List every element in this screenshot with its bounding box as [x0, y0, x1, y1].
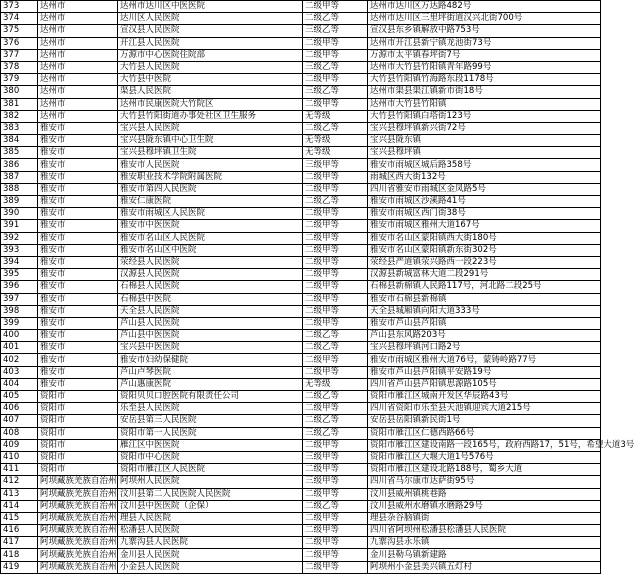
city-cell[interactable]: 雅安市	[38, 378, 118, 390]
hospital-level-cell[interactable]: 无等级	[303, 378, 368, 390]
address-cell[interactable]: 雅安市雨城区西门街38号	[368, 208, 601, 220]
hospital-name-cell[interactable]: 宝兴县中医医院	[118, 342, 303, 354]
table-row	[1, 122, 601, 134]
hospital-level-cell[interactable]: 二级乙等	[303, 330, 368, 342]
city-cell[interactable]: 雅安市	[38, 135, 118, 147]
hospital-name-cell[interactable]: 石棉县人民医院	[118, 281, 303, 293]
address-cell[interactable]: 九寨沟县永乐镇	[368, 537, 601, 549]
row-number-cell[interactable]: 400	[1, 330, 38, 342]
address-cell[interactable]: 四川省资阳市乐至县天池镇迎宾大道215号	[368, 403, 601, 415]
address-cell[interactable]: 四川省雅安市雨城区金凤路5号	[368, 183, 601, 195]
row-number-cell[interactable]: 390	[1, 208, 38, 220]
row-number-cell[interactable]: 415	[1, 512, 38, 524]
table-row	[1, 135, 601, 147]
address-cell[interactable]: 安岳县岳阳镇新民街1号	[368, 415, 601, 427]
hospital-name-cell[interactable]: 雅安市雨城区人民医院	[118, 208, 303, 220]
hospital-name-cell[interactable]: 雅安职业技术学院附属医院	[118, 171, 303, 183]
city-cell[interactable]: 资阳市	[38, 439, 118, 451]
hospital-level-cell[interactable]: 二级甲等	[303, 281, 368, 293]
city-cell[interactable]: 资阳市	[38, 427, 118, 439]
hospital-name-cell[interactable]: 大竹县中医院	[118, 74, 303, 86]
hospital-level-cell[interactable]: 二级甲等	[303, 220, 368, 232]
address-cell[interactable]: 四川省芦山县芦阳镇思源路105号	[368, 378, 601, 390]
row-number-cell[interactable]: 388	[1, 183, 38, 195]
row-number-cell[interactable]: 378	[1, 61, 38, 73]
hospital-name-cell[interactable]: 石棉县中医院	[118, 293, 303, 305]
row-number-cell[interactable]: 404	[1, 378, 38, 390]
row-number-cell[interactable]: 416	[1, 525, 38, 537]
hospital-name-cell[interactable]: 安岳县第三人民医院	[118, 415, 303, 427]
row-number-cell[interactable]: 410	[1, 451, 38, 463]
hospital-name-cell[interactable]: 汶川县第二人民医院人民医院	[118, 488, 303, 500]
row-number-cell[interactable]: 393	[1, 244, 38, 256]
city-cell[interactable]: 阿坝藏族羌族自治州	[38, 525, 118, 537]
table-row	[1, 427, 601, 439]
address-cell[interactable]: 达州市达川区三里坪街道汉兴北街700号	[368, 13, 601, 25]
city-cell[interactable]: 雅安市	[38, 232, 118, 244]
address-cell[interactable]: 达州市渠县渠江镇新市街18号	[368, 86, 601, 98]
city-cell[interactable]: 资阳市	[38, 464, 118, 476]
address-cell[interactable]: 石棉县新棉镇人民路117号，河北路二段25号	[368, 281, 601, 293]
city-cell[interactable]: 阿坝藏族羌族自治州	[38, 549, 118, 561]
city-cell[interactable]: 雅安市	[38, 220, 118, 232]
address-cell[interactable]: 资阳市雁江区仁德西路66号	[368, 427, 601, 439]
address-cell[interactable]: 资阳市雁江区建设北路188号，蜀乡大道	[368, 464, 601, 476]
address-cell[interactable]: 达州市达川区万达路482号	[368, 1, 601, 13]
row-number-cell[interactable]: 403	[1, 366, 38, 378]
hospital-level-cell[interactable]: 三级甲等	[303, 159, 368, 171]
hospital-name-cell[interactable]: 资阳市雁江区人民医院	[118, 464, 303, 476]
hospital-name-cell[interactable]: 汉源县人民医院	[118, 269, 303, 281]
hospital-name-cell[interactable]: 宝兴县人民医院	[118, 122, 303, 134]
table-row	[1, 391, 601, 403]
address-cell[interactable]: 雅安市雨城区城后路358号	[368, 159, 601, 171]
hospital-level-cell[interactable]: 二级乙等	[303, 391, 368, 403]
hospital-level-cell[interactable]: 二级甲等	[303, 403, 368, 415]
hospital-level-cell[interactable]: 二级甲等	[303, 537, 368, 549]
city-cell[interactable]: 资阳市	[38, 391, 118, 403]
row-number-cell[interactable]: 394	[1, 256, 38, 268]
hospital-level-cell[interactable]: 二级甲等	[303, 244, 368, 256]
hospital-level-cell[interactable]: 二级甲等	[303, 561, 368, 573]
hospital-name-cell[interactable]: 松潘县人民医院	[118, 525, 303, 537]
row-number-cell[interactable]: 413	[1, 488, 38, 500]
address-cell[interactable]: 雅安市名山区蒙阳镇西大街180号	[368, 232, 601, 244]
table-row	[1, 269, 601, 281]
hospital-level-cell[interactable]: 无等级	[303, 147, 368, 159]
row-number-cell[interactable]: 387	[1, 171, 38, 183]
hospital-level-cell[interactable]: 无等级	[303, 110, 368, 122]
table-row	[1, 1, 601, 13]
address-cell[interactable]: 宝兴县穆坪镇河口路2号	[368, 342, 601, 354]
hospital-name-cell[interactable]: 芦山惠康医院	[118, 378, 303, 390]
hospital-level-cell[interactable]: 二级甲等	[303, 464, 368, 476]
city-cell[interactable]: 雅安市	[38, 244, 118, 256]
hospital-name-cell[interactable]: 达州市民康医院大竹院区	[118, 98, 303, 110]
city-cell[interactable]: 达州市	[38, 1, 118, 13]
address-cell[interactable]: 达州市大竹县竹阳镇青年路99号	[368, 61, 601, 73]
table-row	[1, 49, 601, 61]
row-number-cell[interactable]: 397	[1, 293, 38, 305]
address-cell[interactable]: 雅安市石棉县新棉镇	[368, 293, 601, 305]
hospital-level-cell[interactable]: 二级乙等	[303, 500, 368, 512]
hospital-level-cell[interactable]: 二级甲等	[303, 74, 368, 86]
hospital-name-cell[interactable]: 芦山卢琴医院	[118, 366, 303, 378]
hospital-name-cell[interactable]: 宝兴县穆坪镇卫生院	[118, 147, 303, 159]
table-row	[1, 476, 601, 488]
row-number-cell[interactable]: 407	[1, 415, 38, 427]
address-cell[interactable]: 资阳市雁江区建设南路一段165号，政府西路17，51号，希望大道3号	[368, 439, 601, 451]
table-row	[1, 281, 601, 293]
address-cell[interactable]: 金川县勒乌镇新建路	[368, 549, 601, 561]
hospital-name-cell[interactable]: 乐至县人民医院	[118, 403, 303, 415]
row-number-cell[interactable]: 405	[1, 391, 38, 403]
hospital-level-cell[interactable]: 二级甲等	[303, 37, 368, 49]
hospital-level-cell[interactable]: 二级甲等	[303, 488, 368, 500]
hospital-name-cell[interactable]: 九寨沟县人民医院	[118, 537, 303, 549]
address-cell[interactable]: 雅安市雨城区沙溪路41号	[368, 196, 601, 208]
city-cell[interactable]: 雅安市	[38, 196, 118, 208]
city-cell[interactable]: 阿坝藏族羌族自治州	[38, 488, 118, 500]
hospital-name-cell[interactable]: 雅安市人民医院	[118, 159, 303, 171]
city-cell[interactable]: 阿坝藏族羌族自治州	[38, 561, 118, 573]
hospital-name-cell[interactable]: 雅安市第四人民医院	[118, 183, 303, 195]
hospital-level-cell[interactable]: 三级甲等	[303, 451, 368, 463]
hospital-level-cell[interactable]: 二级甲等	[303, 269, 368, 281]
address-cell[interactable]: 四川省马尔康市达萨街95号	[368, 476, 601, 488]
hospital-name-cell[interactable]: 雅安市名山区中医院	[118, 244, 303, 256]
hospital-name-cell[interactable]: 汶川县中医医院（企保）	[118, 500, 303, 512]
address-cell[interactable]: 芦山县东风路203号	[368, 330, 601, 342]
hospital-name-cell[interactable]: 资阳市第一人民医院	[118, 427, 303, 439]
row-number-cell[interactable]: 417	[1, 537, 38, 549]
hospital-name-cell[interactable]: 小金县人民医院	[118, 561, 303, 573]
hospital-name-cell[interactable]: 阿坝州人民医院	[118, 476, 303, 488]
table-row	[1, 256, 601, 268]
table-row	[1, 305, 601, 317]
table-row	[1, 159, 601, 171]
row-number-cell[interactable]: 406	[1, 403, 38, 415]
row-number-cell[interactable]: 396	[1, 281, 38, 293]
hospital-name-cell[interactable]: 宣汉县人民医院	[118, 25, 303, 37]
city-cell[interactable]: 雅安市	[38, 159, 118, 171]
address-cell[interactable]: 达州市开江县新宁镇龙池街73号	[368, 37, 601, 49]
hospital-name-cell[interactable]: 宝兴县陇东镇中心卫生院	[118, 135, 303, 147]
hospital-level-cell[interactable]: 二级甲等	[303, 293, 368, 305]
address-cell[interactable]: 宝兴县穆坪镇	[368, 147, 601, 159]
hospital-name-cell[interactable]: 天全县人民医院	[118, 305, 303, 317]
hospital-name-cell[interactable]: 渠县人民医院	[118, 86, 303, 98]
row-number-cell[interactable]: 391	[1, 220, 38, 232]
hospital-level-cell[interactable]: 三级乙等	[303, 86, 368, 98]
city-cell[interactable]: 雅安市	[38, 256, 118, 268]
row-number-cell[interactable]: 411	[1, 464, 38, 476]
hospital-level-cell[interactable]: 二级甲等	[303, 208, 368, 220]
city-cell[interactable]: 雅安市	[38, 354, 118, 366]
address-cell[interactable]: 荥经县严道镇荥兴路西一段223号	[368, 256, 601, 268]
table-row	[1, 342, 601, 354]
city-cell[interactable]: 达州市	[38, 86, 118, 98]
row-number-cell[interactable]: 374	[1, 13, 38, 25]
hospital-name-cell[interactable]: 芦山县人民医院	[118, 317, 303, 329]
hospital-name-cell[interactable]: 达州市达川区中医医院	[118, 1, 303, 13]
address-cell[interactable]: 宝兴县陇东镇	[368, 135, 601, 147]
address-cell[interactable]: 雅安市雨城区雅州大道76号，蒙铸岭路77号	[368, 354, 601, 366]
city-cell[interactable]: 达州市	[38, 49, 118, 61]
table-row	[1, 74, 601, 86]
address-cell[interactable]: 汶川县威州水磨镇水磨路29号	[368, 500, 601, 512]
table-row	[1, 98, 601, 110]
city-cell[interactable]: 达州市	[38, 37, 118, 49]
row-number-cell[interactable]: 381	[1, 98, 38, 110]
address-cell[interactable]: 万源市太平镇春坪街7号	[368, 49, 601, 61]
city-cell[interactable]: 达州市	[38, 110, 118, 122]
row-number-cell[interactable]: 418	[1, 549, 38, 561]
address-cell[interactable]: 资阳市雁江区大堰大道1号576号	[368, 451, 601, 463]
row-number-cell[interactable]: 380	[1, 86, 38, 98]
table-row	[1, 354, 601, 366]
city-cell[interactable]: 资阳市	[38, 451, 118, 463]
table-row	[1, 500, 601, 512]
address-cell[interactable]: 达州市大竹县竹阳镇	[368, 98, 601, 110]
hospital-name-cell[interactable]: 大竹县竹阳街道办事处社区卫生服务	[118, 110, 303, 122]
hospital-level-cell[interactable]: 二级甲等	[303, 512, 368, 524]
hospital-level-cell[interactable]: 三级甲等	[303, 476, 368, 488]
address-cell[interactable]: 宝兴县穆坪镇新兴街72号	[368, 122, 601, 134]
table-row	[1, 244, 601, 256]
hospital-level-cell[interactable]: 三级乙等	[303, 61, 368, 73]
table-row	[1, 183, 601, 195]
row-number-cell[interactable]: 383	[1, 122, 38, 134]
hospital-level-cell[interactable]: 二级甲等	[303, 317, 368, 329]
hospital-name-cell[interactable]: 大竹县人民医院	[118, 61, 303, 73]
city-cell[interactable]: 资阳市	[38, 415, 118, 427]
city-cell[interactable]: 雅安市	[38, 281, 118, 293]
city-cell[interactable]: 达州市	[38, 13, 118, 25]
row-number-cell[interactable]: 389	[1, 196, 38, 208]
table-row	[1, 561, 601, 573]
hospital-level-cell[interactable]: 二级甲等	[303, 183, 368, 195]
address-cell[interactable]: 汶川县威州镇桃巷路	[368, 488, 601, 500]
table-row	[1, 37, 601, 49]
city-cell[interactable]: 阿坝藏族羌族自治州	[38, 500, 118, 512]
address-cell[interactable]: 大竹县竹阳镇竹海路东段1178号	[368, 74, 601, 86]
hospital-level-cell[interactable]: 二级甲等	[303, 525, 368, 537]
hospital-level-cell[interactable]: 二级甲等	[303, 305, 368, 317]
city-cell[interactable]: 雅安市	[38, 342, 118, 354]
city-cell[interactable]: 达州市	[38, 98, 118, 110]
row-number-cell[interactable]: 379	[1, 74, 38, 86]
row-number-cell[interactable]: 375	[1, 25, 38, 37]
hospital-level-cell[interactable]: 三级乙等	[303, 25, 368, 37]
city-cell[interactable]: 阿坝藏族羌族自治州	[38, 512, 118, 524]
table-row	[1, 196, 601, 208]
row-number-cell[interactable]: 419	[1, 561, 38, 573]
table-row	[1, 208, 601, 220]
address-cell[interactable]: 四川省阿坝州松潘县松潘县人民医院	[368, 525, 601, 537]
city-cell[interactable]: 雅安市	[38, 183, 118, 195]
city-cell[interactable]: 阿坝藏族羌族自治州	[38, 476, 118, 488]
address-cell[interactable]: 宣汉县东乡镇解放中路753号	[368, 25, 601, 37]
table-row	[1, 171, 601, 183]
hospital-level-cell[interactable]: 二级乙等	[303, 196, 368, 208]
hospital-level-cell[interactable]: 二级甲等	[303, 366, 368, 378]
address-cell[interactable]: 汉源县新城富林大道二段291号	[368, 269, 601, 281]
row-number-cell[interactable]: 382	[1, 110, 38, 122]
row-number-cell[interactable]: 398	[1, 305, 38, 317]
hospital-level-cell[interactable]: 二级甲等	[303, 1, 368, 13]
table-row	[1, 86, 601, 98]
city-cell[interactable]: 阿坝藏族羌族自治州	[38, 537, 118, 549]
hospital-name-cell[interactable]: 万源市中心医院住院部	[118, 49, 303, 61]
address-cell[interactable]: 雅安市芦山县芦阳镇平安路19号	[368, 366, 601, 378]
city-cell[interactable]: 雅安市	[38, 305, 118, 317]
city-cell[interactable]: 雅安市	[38, 330, 118, 342]
hospital-level-cell[interactable]: 二级甲等	[303, 439, 368, 451]
address-cell[interactable]: 雨城区西大街132号	[368, 171, 601, 183]
hospital-table-body	[1, 1, 634, 574]
address-cell[interactable]: 雅安市雨城区雅州大道167号	[368, 220, 601, 232]
row-number-cell[interactable]: 392	[1, 232, 38, 244]
row-number-cell[interactable]: 409	[1, 439, 38, 451]
hospital-name-cell[interactable]: 资阳贝贝口腔医院有限责任公司	[118, 391, 303, 403]
hospital-name-cell[interactable]: 资阳市中心医院	[118, 451, 303, 463]
city-cell[interactable]: 雅安市	[38, 208, 118, 220]
table-row	[1, 512, 601, 524]
row-number-cell[interactable]: 412	[1, 476, 38, 488]
hospital-level-cell[interactable]: 三级乙等	[303, 427, 368, 439]
hospital-level-cell[interactable]: 二级甲等	[303, 49, 368, 61]
row-number-cell[interactable]: 376	[1, 37, 38, 49]
row-number-cell[interactable]: 384	[1, 135, 38, 147]
hospital-name-cell[interactable]: 雅安市中医医院	[118, 220, 303, 232]
table-row	[1, 110, 601, 122]
row-number-cell[interactable]: 377	[1, 49, 38, 61]
table-row	[1, 525, 601, 537]
table-row	[1, 537, 601, 549]
city-cell[interactable]: 雅安市	[38, 293, 118, 305]
city-cell[interactable]: 雅安市	[38, 317, 118, 329]
hospital-name-cell[interactable]: 雅安仁康医院	[118, 196, 303, 208]
city-cell[interactable]: 雅安市	[38, 122, 118, 134]
hospital-level-cell[interactable]: 二级甲等	[303, 354, 368, 366]
table-row	[1, 61, 601, 73]
row-number-cell[interactable]: 395	[1, 269, 38, 281]
table-row	[1, 488, 601, 500]
table-row	[1, 549, 601, 561]
hospital-level-cell[interactable]: 二级甲等	[303, 256, 368, 268]
city-cell[interactable]: 达州市	[38, 25, 118, 37]
hospital-name-cell[interactable]: 达川区人民医院	[118, 13, 303, 25]
city-cell[interactable]: 达州市	[38, 61, 118, 73]
address-cell[interactable]: 大竹县竹阳镇白塔街123号	[368, 110, 601, 122]
city-cell[interactable]: 雅安市	[38, 147, 118, 159]
row-number-cell[interactable]: 401	[1, 342, 38, 354]
table-row	[1, 13, 601, 25]
hospital-level-cell[interactable]: 二级乙等	[303, 415, 368, 427]
hospital-level-cell[interactable]: 无等级	[303, 135, 368, 147]
hospital-name-cell[interactable]: 雅安市名山区人民医院	[118, 232, 303, 244]
address-cell[interactable]: 天全县城厢镇向阳大道333号	[368, 305, 601, 317]
city-cell[interactable]: 雅安市	[38, 171, 118, 183]
row-number-cell[interactable]: 399	[1, 317, 38, 329]
row-number-cell[interactable]: 408	[1, 427, 38, 439]
city-cell[interactable]: 达州市	[38, 74, 118, 86]
city-cell[interactable]: 资阳市	[38, 403, 118, 415]
table-row	[1, 451, 601, 463]
table-row	[1, 220, 601, 232]
hospital-level-cell[interactable]: 二级甲等	[303, 232, 368, 244]
table-row	[1, 464, 601, 476]
hospital-name-cell[interactable]: 雅安市妇幼保健院	[118, 354, 303, 366]
row-number-cell[interactable]: 385	[1, 147, 38, 159]
table-row	[1, 378, 601, 390]
hospital-name-cell[interactable]: 开江县人民医院	[118, 37, 303, 49]
hospital-level-cell[interactable]: 二级甲等	[303, 549, 368, 561]
hospital-level-cell[interactable]: 二级乙等	[303, 13, 368, 25]
address-cell[interactable]: 雅安市名山区蒙阳镇新东街302号	[368, 244, 601, 256]
city-cell[interactable]: 雅安市	[38, 366, 118, 378]
table-row	[1, 25, 601, 37]
hospital-name-cell[interactable]: 芦山县中医医院	[118, 330, 303, 342]
row-number-cell[interactable]: 414	[1, 500, 38, 512]
table-row	[1, 366, 601, 378]
address-cell[interactable]: 阿坝州小金县美兴镇五灯村	[368, 561, 601, 573]
city-cell[interactable]: 雅安市	[38, 269, 118, 281]
hospital-name-cell[interactable]: 理县人民医院	[118, 512, 303, 524]
table-row	[1, 293, 601, 305]
table-row	[1, 317, 601, 329]
row-number-cell[interactable]: 386	[1, 159, 38, 171]
row-number-cell[interactable]: 402	[1, 354, 38, 366]
hospital-level-cell[interactable]: 二级乙等	[303, 122, 368, 134]
table-row	[1, 439, 601, 451]
table-row	[1, 147, 601, 159]
hospital-level-cell[interactable]: 二级甲等	[303, 171, 368, 183]
address-cell[interactable]: 资阳市雁江区城南开发区华辰路43号	[368, 391, 601, 403]
address-cell[interactable]: 理县杂谷脑镇街	[368, 512, 601, 524]
table-row	[1, 403, 601, 415]
table-row	[1, 415, 601, 427]
hospital-name-cell[interactable]: 金川县人民医院	[118, 549, 303, 561]
table-row	[1, 232, 601, 244]
hospital-level-cell[interactable]: 二级乙等	[303, 342, 368, 354]
hospital-level-cell[interactable]: 二级甲等	[303, 98, 368, 110]
hospital-name-cell[interactable]: 雁江区中医医院	[118, 439, 303, 451]
row-number-cell[interactable]: 373	[1, 1, 38, 13]
table-row	[1, 330, 601, 342]
hospital-name-cell[interactable]: 荥经县人民医院	[118, 256, 303, 268]
address-cell[interactable]: 雅安市芦山县芦阳镇	[368, 317, 601, 329]
